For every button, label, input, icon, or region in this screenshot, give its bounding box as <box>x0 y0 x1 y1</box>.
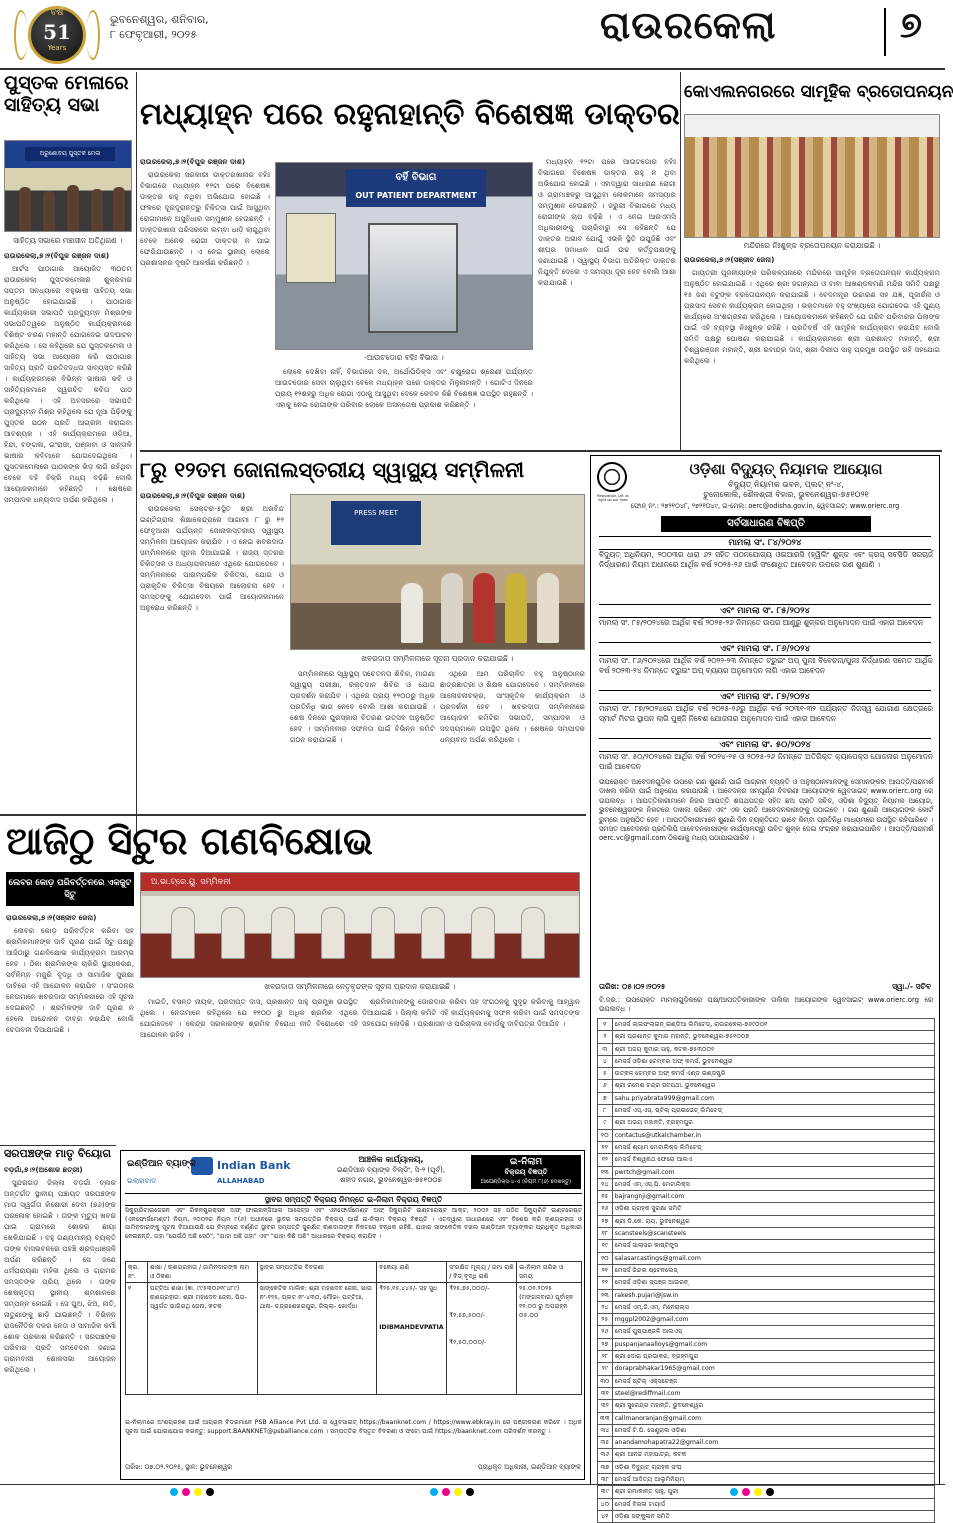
table-row <box>598 1351 935 1363</box>
registration-magenta-icon <box>182 1488 190 1496</box>
book-fair-photo-banner: ଅରୁଣୋଦୟ ପୁସ୍ତକ ମେଳା <box>25 147 115 161</box>
auction-title: ଇ-ନିଲାମ <box>509 1157 543 1167</box>
row-serial: ୨୭ <box>598 1338 613 1350</box>
bank-office <box>321 1155 461 1185</box>
specialist-article-left <box>140 156 270 446</box>
col-header: କ୍ର. ନଂ. <box>126 1262 148 1283</box>
registration-yellow-icon <box>194 1488 202 1496</box>
protest-body-right: ଶ୍ରମିକମାନଙ୍କୁ ଜୋରଦାର କରିବା ସହ ସଂଗଠନକୁ ସୁଦୃଢ଼ କରିବାକୁ ଆହ୍ୱାନ ଦିଆଯାଇଛି । ଜିଲ୍ଲା କମିଟି ଏହି କାର୍ଯ୍ୟକ୍ରମକୁ ସଫଳ କରିବା ପାଇଁ ସମସ୍ତଙ୍କ ସହଯୋଗ ଲୋଡ଼ିଛି । ପ୍ରଶାସନ ଓ ପରିଚାଳନା ବୋର୍ଡକୁ ଦାବିପତ୍ର ଦିଆଯିବ । <box>362 997 580 1028</box>
specialist-body-mid: ଲୋକେ ଦେଖିବା ନାହିଁ, ବିଭାଗରେ ଦଳ, ଅର୍ଥୋପିଡିକ୍ସ ଏବଂ ଚକ୍ଷୁରୋଗ ଶ୍ରେଣୀ ପର୍ଯ୍ୟନ୍ତ ଆଉଟଡୋର ସେବା ଚାଲୁଥିବା ବେଳେ ମଧ୍ୟାହ୍ନ ପରେ ଡାକ୍ତର ମିଳୁନାହାନ୍ତି । ଗୋଟିଏ ଦିନରେ ପ୍ରାୟ ୧୨ଶହରୁ ଅଧିକ ରୋଗୀ ଏଠାକୁ ଆସୁଥିବା ବେଳେ କେବଳ କିଛି ବିଶେଷଜ୍ଞ ଉପସ୍ଥିତ ରହୁଛନ୍ତି । ଏହାକୁ ନେଇ ରୋଗୀଙ୍କ ପରିବାର ଲୋକେ ଅସନ୍ତୋଷ ପ୍ରକାଶ କରିଛନ୍ତି । <box>275 367 533 409</box>
table-row <box>598 1031 935 1043</box>
cell-reserve <box>447 1283 517 1395</box>
auction-footer: ଇ-ନିଲାମରେ ଅଂଶଗ୍ରହଣ ପାଇଁ ଆଗ୍ରହୀ ବିଡରମାନେ PSB Alliance Pvt Ltd. ର ୱେବସାଇଟ୍ https://baanknet.com / https://www.ebkray.in ରେ ପଞ୍ଜୀକରଣ କରିବେ । ଅଧିକ ସୂଚନା ପାଇଁ ଯୋଗାଯୋଗ କରନ୍ତୁ: support.BAANKNET@psballiance.com । ସମ୍ପତ୍ତିର ବିସ୍ତୃତ ବିବରଣୀ ଓ ଫଟୋ ପାଇଁ https://baanknet.com ପରିଦର୍ଶନ କରନ୍ତୁ । <box>125 1419 582 1435</box>
oerc-contact: ଫୋନ୍ ନଂ.: ୨୭୨୧୦୪୮, ୨୭୨୧୦୪୯, ଇ-ମେଲ୍: oerc@odisha.gov.in, ୱେବସାଇଟ୍: www.orierc.org <box>630 502 900 510</box>
row-serial: ୩୨ <box>598 1400 613 1412</box>
notice-footnote: ବି.ଦ୍ର.: ଉପରୋକ୍ତ ମାମଲାଗୁଡ଼ିକରେ ପକ୍ଷ/ଆପତ୍ତିକାରୀଙ୍କ ତାଲିକା ଆୟୋଗଙ୍କ ୱେବସାଇଟ୍ www.orierc.org ରେ ଉପଲବ୍ଧ । <box>599 996 933 1014</box>
person-figure <box>171 907 195 959</box>
objector-entry: ମେସର୍ସ ସାଲାସର କାଷ୍ଟିଙ୍ଗ୍ସ <box>612 1240 934 1252</box>
badge-number: 51 <box>43 20 71 44</box>
objector-entry: bajrangnji@gmail.com <box>612 1191 934 1203</box>
section-rule <box>140 450 942 452</box>
row-serial: ୨୩ <box>598 1289 613 1301</box>
bank-auction-notice <box>120 1150 585 1480</box>
objector-entry: contactus@utkalchamber.in <box>612 1129 934 1141</box>
objector-entry: ମେସର୍ସ ଏମ୍.ଜି.ଏମ୍. ମିନେରାଲ୍ସ <box>612 1301 934 1313</box>
coal-dateline: ରାଉରକେଲା,୭।୨(ସଞ୍ଜୀବ ଜେନା) <box>684 255 775 264</box>
laurel-left-icon <box>14 10 28 60</box>
footer-rule <box>0 1484 945 1485</box>
protest-photo-banner: ଅ.ଭା.ଟ୍ରେ.ୟୁ. ସମ୍ମିଳନୀ <box>141 873 579 891</box>
row-serial: ୧୩ <box>598 1166 613 1178</box>
registration-cyan-icon <box>430 1488 438 1496</box>
row-serial: ୧ <box>598 1019 613 1031</box>
table-row <box>598 1092 935 1104</box>
row-serial: ୨୮ <box>598 1351 613 1363</box>
col-header: ସଂରକ୍ଷିତ ମୂଲ୍ୟ / ଜମା ରାଶି / ବିଡ୍ ବୃଦ୍ଧି ରାଶି <box>447 1262 517 1283</box>
row-serial: ୧୮ <box>598 1228 613 1240</box>
table-row <box>126 1283 582 1395</box>
person-figure <box>521 907 545 959</box>
protest-body-left: ଲେବର କୋଡ଼ ପରିବର୍ତ୍ତନ କରିବା ସହ ଶ୍ରମିକମାନଙ୍କ ଦାବି ପୂରଣ ପାଇଁ ସିଟୁ ପକ୍ଷରୁ ଆଜିଠାରୁ ଗଣବିକ୍ଷୋଭ କାର୍ଯ୍ୟକ୍ରମ ଆରମ୍ଭ ହେବ । ଠିକା ଶ୍ରମିକଙ୍କ ଚାକିରି ସ୍ଥାୟୀକରଣ, ସର୍ବନିମ୍ନ ମଜୁରି ବୃଦ୍ଧି ଓ ସାମାଜିକ ସୁରକ୍ଷା ଦାବିରେ ଏହି ଆନ୍ଦୋଳନ କରାଯିବ । ସଂଗଠନର ନେତାମାନେ ଖବରଦାତା ସମ୍ମିଳନୀରେ ଏହି ସୂଚନା ଦେଇଛନ୍ତି । ଶ୍ରମିକଙ୍କ ଦାବି ପୂରଣ ନ ହେଲେ ଆନ୍ଦୋଳନ ତୀବ୍ର କରାଯିବ ବୋଲି ଚେତାବନୀ ଦିଆଯାଇଛି । <box>6 926 135 1034</box>
row-serial: ୬ <box>598 1080 613 1092</box>
person-figure <box>321 907 345 959</box>
protest-article-mid <box>140 996 358 1142</box>
table-row <box>598 1166 935 1178</box>
table-row <box>598 1068 935 1080</box>
table-row <box>598 1228 935 1240</box>
table-row <box>598 1154 935 1166</box>
table-row <box>598 1055 935 1067</box>
row-serial: ୨୯ <box>598 1363 613 1375</box>
table-row <box>598 1449 935 1461</box>
hospital-caption: -ଆଉଟଡୋର ବହିଃ ବିଭାଗ । <box>364 353 444 362</box>
person-figure <box>471 907 495 959</box>
specialist-headline: ମଧ୍ୟାହ୍ନ ପରେ ରହୁନାହାନ୍ତି ବିଶେଷଜ୍ଞ ଡାକ୍ତର <box>140 97 680 132</box>
objector-entry: ମେସର୍ସ ପୁଷ୍ପାଞ୍ଜଳି ଆଲଏସ୍ <box>612 1326 934 1338</box>
objector-entry: doraprabhakar1965@gmail.com <box>612 1363 934 1375</box>
oerc-notice <box>590 455 940 1520</box>
objector-entry: ମେସର୍ସ ଆଦିତ୍ୟ ଆଲୁମିନିୟମ୍ <box>612 1473 934 1485</box>
auction-signatory: ପ୍ରାଧିକୃତ ଅଧିକାରୀ, ଇଣ୍ଡିଆନ ବ୍ୟାଙ୍କ <box>477 1463 581 1471</box>
objector-table <box>597 1018 935 1523</box>
hospital-photo <box>275 162 533 350</box>
row-serial: ୨୨ <box>598 1277 613 1289</box>
table-row <box>598 1437 935 1449</box>
column-divider <box>136 72 137 862</box>
objector-entry: ମେସର୍ସ ଲାଇଫଲାଇନ୍ ଇଣ୍ଡିଆ ଲିମିଟେଡ୍, ରାଉରକେଲା-୭୬୯୦୦୧ <box>612 1019 934 1031</box>
column-divider <box>680 72 681 450</box>
issue-date-line2: ୮ ଫେବୃଆରୀ, ୨୦୨୫ <box>110 28 197 41</box>
sarpanch-body: ସୁନ୍ଦରଗଡ଼ ଜିଲ୍ଲା ବଡ଼ଗାଁ ବ୍ଲକ ଅନ୍ତର୍ଗତ ସ୍ଥାନୀୟ ପଞ୍ଚାୟତ ସରପଞ୍ଚଙ୍କ ମାତା ସ୍ୱର୍ଗତା କିଶୋରୀ ଦେବୀ (୭୬)ଙ୍କ ପରଲୋକ ହୋଇଛି । ତାଙ୍କ ମୃତ୍ୟୁ ଖବର ପାଇ ଗ୍ରାମରେ ଶୋକର ଛାୟା ଖେଳିଯାଇଛି । ବହୁ ଗଣ୍ୟମାନ୍ୟ ବ୍ୟକ୍ତି ତାଙ୍କ ବାସଭବନରେ ପହଞ୍ଚି ଶ୍ରଦ୍ଧାଞ୍ଜଳି ଅର୍ପଣ କରିଛନ୍ତି । ସେ ଜଣେ ଧର୍ମପରାୟଣା ମହିଳା ଥିଲେ ଓ ଗ୍ରାମର ସମସ୍ତଙ୍କ ପ୍ରିୟ ଥିଲେ । ତାଙ୍କ ଶେଷକୃତ୍ୟ ସ୍ଥାନୀୟ ଶ୍ମଶାନରେ ସମ୍ପନ୍ନ ହୋଇଛି । ସେ ପୁଅ, ଝିଅ, ନାତି, ନାତୁଣୀଙ୍କୁ ଛାଡ଼ି ଯାଇଛନ୍ତି । ବିଭିନ୍ନ ରାଜନୈତିକ ଦଳର ନେତା ଓ ସାମାଜିକ କର୍ମୀ ଶୋକ ପ୍ରକାଶ କରିଛନ୍ତି । ସରପଞ୍ଚଙ୍କ ପରିବାର ପ୍ରତି ସମବେଦନା ଜଣାଇ ଗ୍ରାମବାସୀ ଶୋକସଭା ଆୟୋଜନ କରିଥିଲେ । <box>4 1178 116 1374</box>
row-serial: ୭ <box>598 1092 613 1104</box>
masthead-rule <box>0 68 945 70</box>
emd-amount: ₹୨,୫୭,୫୦୦/- <box>449 1312 485 1319</box>
opd-sign-english: OUT PATIENT DEPARTMENT <box>355 191 477 200</box>
registration-cyan-icon <box>170 1488 178 1496</box>
notice-date: ତାରିଖ: ୦୫।୦୨।୨୦୨୫ <box>599 982 666 991</box>
objector-entry: steel@rediffmail.com <box>612 1387 934 1399</box>
protest-article-right <box>362 996 580 1142</box>
badge-top-text: ବର୍ଷ <box>50 8 64 18</box>
registration-black-icon <box>766 1488 774 1496</box>
objector-entry: callmanoranjan@gmail.com <box>612 1412 934 1424</box>
specialist-article-right <box>538 156 676 446</box>
row-serial: ୪ <box>598 1055 613 1067</box>
row-serial: ୧୬ <box>598 1203 613 1215</box>
protest-headline: ଆଜିଠୁ ସିଟୁର ଗଣବିକ୍ଷୋଭ <box>6 818 373 863</box>
table-row <box>598 1264 935 1276</box>
objector-entry: pwrtch@gmail.com <box>612 1166 934 1178</box>
objector-entry: ଶ୍ରୀ ଡି.କେ. ରାୟ, ଭୁବନେଶ୍ୱର <box>612 1215 934 1227</box>
book-fair-body: ଆର୍ଟସ ପାଠାଗାର ଆୟୋଜିତ ୩୦ତମ ରାଉରକେଲା ପୁସ୍ତକମେଳାର ଶୁକ୍ରବାର ସପ୍ତମ ସନ୍ଧ୍ୟାରେ ବହୁଭାଷୀ ସାହିତ୍ୟ ସଭା ଅନୁଷ୍ଠିତ ହୋଇଯାଇଛି । ପାଠାଗାର କାର୍ଯ୍ୟକାରୀ ସଭାପତି ପ୍ରଦ୍ୟୁମ୍ନ ମିଶ୍ରଙ୍କ ସଭାପତିତ୍ୱରେ ଅନୁଷ୍ଠିତ କାର୍ଯ୍ୟକ୍ରମରେ ବିଶିଷ୍ଟ ଚରଣ ମହାନ୍ତି ଯୋଗଦେଇ ଉଦଘାଟନ କରିଥିଲେ । ସେ କହିଥିଲେ ଯେ ପୁସ୍ତକମେଳା ଓ ସାହିତ୍ୟ ସଭା ଆୟୋଜନ କରି ପାଠାଗାର ସାହିତ୍ୟ ପ୍ରତି ପ୍ରତିବଦ୍ଧତା ସାବ୍ୟସ୍ତ କରିଛି । କାର୍ଯ୍ୟକ୍ରମରେ ବିଭିନ୍ନ ଭାଷାର କବି ଓ ସାହିତ୍ୟିକମାନେ ସ୍ୱରଚିତ କବିତା ପାଠ କରିଥିଲେ । ଏହି ଅବସରରେ ସଭାପତି ପ୍ରଦ୍ୟୁମ୍ନ ମିଶ୍ର କହିଥିଲେ ଯେ ନୂଆ ପିଢ଼ିଙ୍କୁ ପୁସ୍ତକ ପଠନ ପ୍ରତି ଆଗ୍ରହୀ କରାଇବା ଆବଶ୍ୟକ । ଏହି କାର୍ଯ୍ୟକ୍ରମରେ ଓଡ଼ିଆ, ହିନ୍ଦୀ, ବଙ୍ଗଳା, ଇଂରାଜୀ, ପଞ୍ଜାବୀ ଓ ସାନ୍ତାଳି ଭାଷାର କବିମାନେ ଯୋଗଦେଇଥିଲେ । ପୁସ୍ତକମେଳାରେ ପାଠକଙ୍କ ଭିଡ଼ ଲାଗି ରହିଥିବା ବେଳେ ବହି ବିକ୍ରି ମଧ୍ୟ ବଢ଼ିଛି ବୋଲି ଆୟୋଜକମାନେ କହିଛନ୍ତି । ଶେଷରେ ସମ୍ପାଦକ ଧନ୍ୟବାଦ ଅର୍ପଣ କରିଥିଲେ । <box>4 264 132 504</box>
table-row <box>598 1252 935 1264</box>
objector-entry: scansteels@scansteels <box>612 1228 934 1240</box>
book-fair-headline-line2: ସାହିତ୍ୟ ସଭା <box>4 94 100 116</box>
row-serial: ୮ <box>598 1105 613 1117</box>
table-row <box>598 1203 935 1215</box>
temple-hall <box>685 115 939 137</box>
book-fair-dateline: ରାଉରକେଲା,୭।୨(ବିପୁଳ ରଞ୍ଜନ ଦାଶ) <box>4 251 110 260</box>
person-figure <box>371 907 395 959</box>
health-conf-article-right <box>440 668 585 808</box>
objector-entry: ଶ୍ରୀ ଦୋରା ପ୍ରଭାକର, ବ୍ରହ୍ମପୁର <box>612 1351 934 1363</box>
sarpanch-article <box>4 1164 116 1480</box>
corridor-door <box>368 223 458 333</box>
case-body-1: ବିଦ୍ୟୁତ୍ ଅଧିନିୟମ, ୨୦୦୩ର ଧାରା ୬୨ ସହିତ ପଠନଯୋଗ୍ୟ ଓଇଆରସି (ହ୍ୱିଲିଂ ଶୁଳ୍କ ଏବଂ କ୍ରସ୍ ସବସିଡି ସରଚାର୍ଜ ନିର୍ଦ୍ଧାରଣ) ନିୟମ ଅଧୀନରେ ଆର୍ଥିକ ବର୍ଷ ୨୦୨୫-୨୬ ପାଇଁ ସଂଶୋଧିତ ଆବେଦନ ଉପରେ ଗଣ ଶୁଣାଣି । <box>599 550 933 569</box>
case-heading-3: ଏବଂ ମାମଲା ସଂ. ୮୬/୨୦୨୪ <box>599 642 931 656</box>
row-serial: ୨୦ <box>598 1252 613 1264</box>
objector-entry: mggpl2002@gmail.com <box>612 1314 934 1326</box>
cell-property: ସାଙ୍କେତିକ ମାଲିକ: ଶ୍ରୀ ମହାଦେବ ଜେନା, ଖାତା ନଂ-୧୨୫, ପ୍ଲଟ ନଂ-୪୩୦, ମୌଜା- ପଟ୍ଟିଆ, ଥାନା- ଚନ୍ଦ୍ରଶେଖରପୁର, ଜିଲ୍ଲା- ଖୋର୍ଦ୍ଧା <box>257 1283 377 1395</box>
row-serial: ୩୧ <box>598 1387 613 1399</box>
table-row <box>598 1117 935 1129</box>
row-serial: ୨୫ <box>598 1314 613 1326</box>
objector-entry: ଶ୍ରୀ ଅଜୟ କୁମାର ସାହୁ, କଟକ-୭୫୩୦୦୨ <box>612 1043 934 1055</box>
sarpanch-headline: ସରପଞ୍ଚଙ୍କ ମାତୃ ବିୟୋଗ <box>4 1147 111 1160</box>
person-figure <box>537 573 559 643</box>
bank-name-odia: ଇଣ୍ଡିଆନ ବ୍ୟାଙ୍କ <box>127 1159 196 1169</box>
print-registration-strip <box>0 1486 945 1498</box>
specialist-body-left: ରାଉରକେଲା ସରକାରୀ ଡାକ୍ତରଖାନାର ବହିଃ ବିଭାଗରେ ମଧ୍ୟାହ୍ନ ୧୨ଟା ପରେ ବିଶେଷଜ୍ଞ ଡାକ୍ତର ରହୁ ନଥିବା ଅଭିଯୋଗ ହୋଇଛି । ଫଳରେ ଦୂରଦୂରାନ୍ତରୁ ଚିକିତ୍ସା ପାଇଁ ଆସୁଥିବା ରୋଗୀମାନେ ଅସୁବିଧାର ସମ୍ମୁଖୀନ ହେଉଛନ୍ତି । ଡାକ୍ତରଖାନା ପରିସରରେ ଲମ୍ବା ଧାଡ଼ି ଲାଗୁଥିବା ବେଳେ ଅନେକ ରୋଗୀ ଡାକ୍ତର ନ ପାଇ ଫେରିଯାଉଛନ୍ତି । ଏ ନେଇ ସ୍ଥାନୀୟ ଲୋକେ ପ୍ରଶାସନର ଦୃଷ୍ଟି ଆକର୍ଷଣ କରିଛନ୍ତି । <box>140 170 270 267</box>
protest-kicker: ଲେବର କୋଡ଼ ପରିବର୍ତ୍ତନରେ ଏକଜୁଟ ସିଟୁ <box>6 872 134 906</box>
row-serial: ୪୦ <box>598 1498 613 1510</box>
table-row <box>598 1289 935 1301</box>
objector-entry: puspanjanaalloys@gmail.com <box>612 1338 934 1350</box>
objector-entry: ଶ୍ରୀ ପ୍ରଶାନ୍ତ କୁମାର ମହାନ୍ତି, ଭୁବନେଶ୍ୱର-୭୫୧୦୦୭ <box>612 1031 934 1043</box>
registration-cyan-icon <box>730 1488 738 1496</box>
oerc-address1: ବିଦ୍ୟୁତ୍ ନିୟାମକ ଭବନ, ପ୍ଲଟ୍ ନଂ-୪, <box>728 480 844 489</box>
registration-magenta-icon <box>442 1488 450 1496</box>
specialist-body-right: ମଧ୍ୟାହ୍ନ ୧୨ଟା ପରେ ଆଉଟଡୋର ବହିଃ ବିଭାଗରେ ବିଶେଷଜ୍ଞ ଡାକ୍ତର ରହୁ ନ ଥିବା ଅଭିଯୋଗ ହୋଇଛି । ଏହାଦ୍ୱାରା ସାଧାରଣ ରୋଗୀ ଓ ଗ୍ରାମାଞ୍ଚଳରୁ ଆସୁଥିବା ଲୋକମାନେ ସମସ୍ୟାର ସମ୍ମୁଖୀନ ହେଉଛନ୍ତି । ଜରୁରୀ ବିଭାଗରେ ମଧ୍ୟ ରୋଗୀଙ୍କ ଚାପ ବଢ଼ିଛି । ଏ ନେଇ ଆରଏମସି ଅଧିକାରୀଙ୍କୁ ପଚାରିବାରୁ ସେ କହିଛନ୍ତି ଯେ ଡାକ୍ତର ଅଭାବ ଯୋଗୁଁ ଏଭଳି ସ୍ଥିତି ଉପୁଜିଛି ଏବଂ ଶୀଘ୍ର ସମାଧାନ ପାଇଁ ଉଚ୍ଚ କର୍ତ୍ତୃପକ୍ଷଙ୍କୁ ଜଣାଯାଇଛି । ସ୍ୱାସ୍ଥ୍ୟ ବିଭାଗ ଅତିରିକ୍ତ ଡାକ୍ତର ନିଯୁକ୍ତି ଦେଲେ ଏ ସମସ୍ୟା ଦୂର ହେବ ବୋଲି ଆଶା କରାଯାଉଛି । <box>538 157 676 287</box>
objector-entry: ମେସର୍ସ ବିରଳା ଟାୟାର୍ସ <box>612 1498 934 1510</box>
row-serial: ୪୧ <box>598 1510 613 1522</box>
col-header: ଇ-ନିଲାମ ତାରିଖ ଓ ସମୟ <box>517 1262 582 1283</box>
notice-board <box>286 213 336 283</box>
person-figure <box>473 573 495 643</box>
table-row <box>598 1105 935 1117</box>
table-row <box>598 1387 935 1399</box>
auction-table <box>125 1261 582 1395</box>
oerc-address <box>637 480 935 500</box>
health-conf-dateline: ରାଉରକେଲା,୭।୨(ବିପୁଳ ରଞ୍ଜନ ଦାଶ) <box>140 491 246 500</box>
objector-entry: ମେସର୍ସ ଏସ୍.ଏସ୍. ଷ୍ଟିଲ୍ ପ୍ରାଇଭେଟ୍ ଲିମିଟେଡ୍ <box>612 1105 934 1117</box>
laurel-right-icon <box>86 10 100 60</box>
health-conf-body-mid: ସମ୍ମିଳନୀରେ ସ୍ୱାସ୍ଥ୍ୟ ସଚେତନତା ଶିବିର, ମାଗଣା ସ୍ୱାସ୍ଥ୍ୟ ପରୀକ୍ଷା, ରକ୍ତଦାନ ଶିବିର ଓ ଯୋଗ ପ୍ରଦର୍ଶନ କରାଯିବ । ଏଥିରେ ପ୍ରାୟ ୧୨୦୦ରୁ ଅଧିକ ପ୍ରତିନିଧି ଭାଗ ନେବେ ବୋଲି ଆଶା କରାଯାଉଛି । ଶେଷ ଦିନରେ ପୁରସ୍କାର ବିତରଣ ଉତ୍ସବ ଅନୁଷ୍ଠିତ ହେବ । ସମ୍ମିଳନୀର ସଫଳତା ପାଇଁ ବିଭିନ୍ନ କମିଟି ଗଠନ କରାଯାଇଛି । <box>290 669 435 744</box>
table-row <box>598 1363 935 1375</box>
table-row <box>598 1080 935 1092</box>
specialist-dateline: ରାଉରକେଲା,୭।୨(ବିପୁଳ ରଞ୍ଜନ ଦାଶ) <box>140 157 246 166</box>
table-row <box>598 1215 935 1227</box>
book-fair-article <box>4 250 132 855</box>
case-heading-4: ଏବଂ ମାମଲା ସଂ. ୮୭/୨୦୨୪ <box>599 690 931 704</box>
book-fair-headline-line1: ପୁସ୍ତକ ମେଳାରେ <box>4 72 129 94</box>
col-header: ବକେୟା ରାଶି <box>377 1262 447 1283</box>
objector-entry: ମେସର୍ସ ବିଶ୍ୱନାଥ ଫେରୋ ଆଲଏ <box>612 1154 934 1166</box>
opd-sign-odia: ବର୍ହି ବିଭାଗ <box>395 172 437 183</box>
person-figure <box>113 187 125 231</box>
objector-entry: ଓଡ଼ିଶା ଗ୍ରାହକ ସୁରକ୍ଷା ସମିତି <box>612 1203 934 1215</box>
cell-dues <box>377 1283 447 1395</box>
objector-entry: ଓଡ଼ିଶା ସଙ୍କୁଳାନ ସମିତି <box>612 1510 934 1522</box>
objector-entry: sahu.priyabrata999@gmail.com <box>612 1092 934 1104</box>
table-row <box>598 1461 935 1473</box>
table-row <box>598 1043 935 1055</box>
table-row <box>598 1019 935 1031</box>
cell-sl: ୧ <box>126 1283 148 1395</box>
row-serial: ୧୯ <box>598 1240 613 1252</box>
case-body-2: ମାମଲା ସଂ. ୮୫/୨୦୨୪ରେ ଆର୍ଥିକ ବର୍ଷ ୨୦୨୫-୨୬ ନିମନ୍ତେ ଉପର ଆଣ୍ଟ୍ରୁ ଶୁଳ୍କର ଅନୁମୋଦନ ପାଇଁ ଏହାର ଆବେଦନ <box>599 618 924 627</box>
table-row <box>598 1400 935 1412</box>
row-serial: ୨୬ <box>598 1326 613 1338</box>
row-serial: ୧୨ <box>598 1154 613 1166</box>
specialist-article-mid <box>275 366 533 446</box>
person-figure <box>91 189 103 231</box>
book-fair-caption: ସାହିତ୍ୟ ସଭାରେ ମଞ୍ଚାସୀନ ଅତିଥିଗଣ । <box>13 236 123 245</box>
table-row <box>598 1178 935 1190</box>
row-serial: ୧୫ <box>598 1191 613 1203</box>
col-header: ସ୍ଥାବର ସମ୍ପତ୍ତିର ବିବରଣୀ <box>257 1262 377 1283</box>
health-conf-body-right: ଏଥିରେ ଆମ ପରିଚାଳିତ ବହୁ ଅନୁଷ୍ଠାନର ଛାତ୍ରଛାତ୍ରୀ ଓ ଶିକ୍ଷକ ଯୋଗଦେବେ । ସମ୍ମିଳନୀରେ ଆଲୋଚନାଚକ୍ର, ସାଂସ୍କୃତିକ କାର୍ଯ୍ୟକ୍ରମ ଓ ପ୍ରଦର୍ଶନୀ ହେବ । ଖବରଦାତା ସମ୍ମିଳନୀରେ ଆୟୋଜକ କମିଟିର ସଭାପତି, ସମ୍ପାଦକ ଓ ସଦସ୍ୟମାନେ ଉପସ୍ଥିତ ଥିଲେ । ଶେଷରେ ସମ୍ପାଦକ ଧନ୍ୟବାଦ ଅର୍ପଣ କରିଥିଲେ । <box>440 669 585 744</box>
auction-table-header <box>126 1262 582 1283</box>
protest-photo <box>140 872 580 978</box>
bid-increment: ₹୨,୫୦,୦୦୦/- <box>449 1339 487 1346</box>
anniversary-badge <box>10 4 102 68</box>
registration-black-icon <box>206 1488 214 1496</box>
coal-headline: କୋଏଲନଗରରେ ସାମୂହିକ ବ୍ରତୋପନୟନ <box>684 82 953 102</box>
health-conf-body-left: ରାଉରକେଲା ସେକ୍ଟର-୫ସ୍ଥିତ ଶ୍ରୀ ଅରବିନ୍ଦ ଇଣ୍ଟିଗ୍ରାଲ ଶିକ୍ଷାକେନ୍ଦ୍ରରେ ଆଗାମୀ ୮ ରୁ ୧୨ ଫେବୃଆରୀ ପର୍ଯ୍ୟନ୍ତ ଜୋନାଲସ୍ତରୀୟ ସ୍ୱାସ୍ଥ୍ୟ ସମ୍ମିଳନୀ ଆୟୋଜନ କରାଯିବ । ଏ ନେଇ ଖବରଦାତା ସମ୍ମିଳନୀରେ ସୂଚନା ଦିଆଯାଇଛି । ରାଜ୍ୟ ସ୍ତରର ଚିକିତ୍ସକ ଓ ଅଧ୍ୟାପକମାନେ ଏଥିରେ ଯୋଗଦେବେ । ସମ୍ମିଳନୀରେ ପାରମ୍ପରିକ ଚିକିତ୍ସା, ଯୋଗ ଓ ପ୍ରାକୃତିକ ଚିକିତ୍ସା ବିଷୟରେ ଆଲୋଚନା ହେବ । ସମସ୍ତଙ୍କୁ ଯୋଗଦେବା ପାଇଁ ଆୟୋଜକମାନେ ଅନୁରୋଧ କରିଛନ୍ତି । <box>140 504 284 612</box>
opd-sign <box>346 169 486 207</box>
book-fair-headline <box>4 72 134 116</box>
row-serial: ୫ <box>598 1068 613 1080</box>
row-serial: ୨ <box>598 1031 613 1043</box>
coal-body: ଗାୟତ୍ରୀ ପୂଜନୀୟାଙ୍କ ପରିକଳ୍ପନାରେ ମନ୍ଦିରରେ ସାମୂହିକ ବ୍ରତୋପନୟନ କାର୍ଯ୍ୟକ୍ରମ ଅନୁଷ୍ଠିତ ହୋଇଯାଇଛି । ଏଥିରେ ଶ୍ରୀ ଜଗନ୍ନାଥ ଓ ବାବା ଆଖଣ୍ଡଳମଣି ମନ୍ଦିର ସମିତି ପକ୍ଷରୁ ୧୫ ଜଣ ବଟୁଙ୍କ ବ୍ରତୋପନୟନ କରାଯାଇଛି । ବେଦମନ୍ତ୍ର ଉଚ୍ଚାରଣ ସହ ଯଜ୍ଞ, ପୂଜାର୍ଚ୍ଚନା ଓ ପ୍ରସାଦ ସେବନ କାର୍ଯ୍ୟକ୍ରମ ହୋଇଥିଲା । ଭକ୍ତମାନେ ବହୁ ସଂଖ୍ୟାରେ ଯୋଗଦେଇ ଏହି ପୁଣ୍ୟ କାର୍ଯ୍ୟରେ ଅଂଶଗ୍ରହଣ କରିଥିଲେ । ଆୟୋଜକମାନେ କହିଛନ୍ତି ଯେ ଗରିବ ପରିବାରର ପିଲାଙ୍କ ପାଇଁ ଏହି ବ୍ୟବସ୍ଥା ନିଃଶୁଳ୍କ ରହିଛି । ପ୍ରତିବର୍ଷ ଏହି ସାମୂହିକ କାର୍ଯ୍ୟକ୍ରମ କରାଯିବ ବୋଲି ସମିତି ପକ୍ଷରୁ ଘୋଷଣା କରାଯାଇଛି । କାର୍ଯ୍ୟକ୍ରମରେ ଶ୍ରୀ ପ୍ରଶାନ୍ତ ମହାନ୍ତି, ଶ୍ରୀ ବିଶ୍ୱରଞ୍ଜନ ମହାନ୍ତି, ଶ୍ରୀ ରବୀନ୍ଦ୍ର ଦାସ, ଶ୍ରୀ ଦିଲୀପ ସାହୁ ପ୍ରମୁଖ ଉପସ୍ଥିତ ରହି ସହଯୋଗ କରିଥିଲେ । <box>684 268 940 365</box>
person-figure <box>271 907 295 959</box>
protest-body-mid: ମାଇତି, ବସନ୍ତ ନାୟକ, ପ୍ରଦୀପ୍ତ ଦାସ, ପ୍ରଶାନ୍ତ ସାହୁ ପ୍ରମୁଖ ଉପସ୍ଥିତ ଥିଲେ । ନେତାମାନେ କହିଥିଲେ ଯେ ୧୧୦୦ ରୁ ଅଧିକ ଶ୍ରମିକ ଏଥିରେ ଯୋଗଦେବେ । କେନ୍ଦ୍ର ସରକାରଙ୍କ ଶ୍ରମିକ ବିରୋଧୀ ନୀତି ବିରୋଧରେ ଏହି ଆନ୍ଦୋଳନ ରହିବ । <box>140 997 358 1039</box>
edition-name: ରାଉରକେଲା <box>600 2 777 47</box>
health-conf-headline: ୮ରୁ ୧୨ତମ ଜୋନାଲସ୍ତରୀୟ ସ୍ୱାସ୍ଥ୍ୟ ସମ୍ମିଳନୀ <box>140 457 525 482</box>
person-figure <box>19 187 31 231</box>
case-body-4: ମାମଲା ସଂ. ୮୭/୨୦୨୪ରେ ଆର୍ଥିକ ବର୍ଷ ୨୦୨୫-୨୬ରୁ ଆର୍ଥିକ ବର୍ଷ ୨୦୩୧-୩୨ ପର୍ଯ୍ୟନ୍ତ ନିଜସ୍ୱ ଯୋଗାଣ କ୍ଷେତ୍ରରେ ସ୍ମାର୍ଟ ମିଟର ସ୍ଥାପନ ଲାଗି ପୁଞ୍ଜି ନିବେଶ ଯୋଜନାର ଅନୁମୋଦନ ପାଇଁ ଏହାର ଆବେଦନ <box>599 704 933 723</box>
case-body-5: ମାମଲା ସଂ. ୫୦/୨୦୨୪ରେ ଆର୍ଥିକ ବର୍ଷ ୨୦୨୪-୨୫ ଓ ୨୦୨୫-୨୬ ନିମନ୍ତେ ଅତିରିକ୍ତ କ୍ୟାପେକ୍ସ ଯୋଜନାର ଅନୁମୋଦନ ପାଇଁ ଆବେଦନ <box>599 752 933 771</box>
registration-black-icon <box>466 1488 474 1496</box>
person-figure <box>421 907 445 959</box>
table-row <box>598 1240 935 1252</box>
objector-entry: anandamohapatra22@gmail.com <box>612 1437 934 1449</box>
row-serial: ୩୬ <box>598 1449 613 1461</box>
auction-intro: ସିକ୍ୟୁରିଟାଇଜେସନ ଏବଂ ରିକନଷ୍ଟ୍ରକ୍ସନ ଅଫ୍ ଫାଇନାନ୍ସିଆଲ ଆସେଟ୍ସ ଏବଂ ଏନଫୋର୍ସମେଣ୍ଟ ଅଫ୍ ସିକ୍ୟୁରିଟି ଇଣ୍ଟରେଷ୍ଟ ଆକ୍ଟ, ୨୦୦୨ ସହ ପଠିତ ସିକ୍ୟୁରିଟି ଇଣ୍ଟରେଷ୍ଟ (ଏନଫୋର୍ସମେଣ୍ଟ) ନିୟମ, ୨୦୦୨ର ନିୟମ ୮(୬) ଅଧୀନରେ ସ୍ଥାବର ସମ୍ପତ୍ତିର ବିକ୍ରୟ ପାଇଁ ଇ-ନିଲାମ ବିକ୍ରୟ ବିଜ୍ଞପ୍ତି । ଏତଦ୍ୱାରା ସାଧାରଣରେ ଏବଂ ବିଶେଷ କରି ଋଣଗ୍ରହୀତା ଓ ଜାମିନଦାରଙ୍କୁ ସୂଚନା ଦିଆଯାଉଛି ଯେ ନିମ୍ନରେ ବର୍ଣ୍ଣିତ ସ୍ଥାବର ସମ୍ପତ୍ତି ସୁରକ୍ଷିତ ଋଣଦାତାଙ୍କ ନିକଟରେ ବନ୍ଧକ ରହିଛି, ଯାହାର ସାଙ୍କେତିକ ଦଖଲ ଇଣ୍ଡିଆନ ବ୍ୟାଙ୍କର ପ୍ରାଧିକୃତ ଅଧିକାରୀ ନେଇଛନ୍ତି, ତାହା "ଯେଉଁଠି ଅଛି ସେଠି", "ଯାହା ଅଛି ତାହା" ଏବଂ "ଯାହା କିଛି ଅଛି" ଆଧାରରେ ବିକ୍ରୟ କରାଯିବ । <box>125 1207 582 1240</box>
registration-yellow-icon <box>454 1488 462 1496</box>
person-figure <box>67 185 79 231</box>
row-serial: ୩୯ <box>598 1486 613 1498</box>
coal-caption: ମନ୍ଦିରରେ ନିଃଶୁଳ୍କ ବ୍ରତୋପନୟନ କରାଯାଇଛି । <box>743 241 881 250</box>
table-row <box>598 1277 935 1289</box>
press-meet-banner: PRESS MEET <box>331 501 421 545</box>
reserve-price: ₹୨୫,୭୫,୦୦୦/- <box>449 1285 490 1292</box>
case-heading-5: ଏବଂ ମାମଲା ସଂ. ୫୦/୨୦୨୪ <box>599 738 931 752</box>
row-serial: ୨୧ <box>598 1264 613 1276</box>
bank-office-addr1: ଇଣ୍ଡିଆନ ବ୍ୟାଙ୍କ ବିଲ୍ଡିଂ, ସି-୨ (ପୂର୍ବ), <box>336 1166 446 1174</box>
table-row <box>598 1412 935 1424</box>
objector-entry: ଶ୍ରୀ ସୁରେନ୍ଦ୍ର ମହାନ୍ତି, ଭୁବନେଶ୍ୱର <box>612 1400 934 1412</box>
objector-entry: ଶ୍ରୀ ଆନନ୍ଦ ମହାପାତ୍ର, କଟକ <box>612 1449 934 1461</box>
row-serial: ୧୧ <box>598 1141 613 1153</box>
dues-amount: ₹୨୫,୧୫,୪୪୫/- ସହ ସୁଧ <box>379 1285 438 1292</box>
auction-headline: ସ୍ଥାବର ସମ୍ପତ୍ତି ବିକ୍ରୟ ନିମନ୍ତେ ଇ-ନିଲାମ ବିକ୍ରୟ ବିଜ୍ଞପ୍ତି <box>125 1193 582 1206</box>
case-heading-2: ଏବଂ ମାମଲା ସଂ. ୮୫/୨୦୨୪ <box>599 604 931 618</box>
notice-long-body: ଉପରୋକ୍ତ ଆବେଦନଗୁଡ଼ିକ ଉପରେ ଗଣ ଶୁଣାଣି ପାଇଁ ଆଗ୍ରହୀ ବ୍ୟକ୍ତି ଓ ଅନୁଷ୍ଠାନମାନଙ୍କୁ ସେମାନଙ୍କର ଆପତ୍ତି/ପରାମର୍ଶ ଦାଖଲ କରିବା ପାଇଁ ଅନୁରୋଧ କରାଯାଉଛି । ଆବେଦନର ସମ୍ପୂର୍ଣ୍ଣ ବିବରଣୀ ଆୟୋଗଙ୍କ ୱେବସାଇଟ୍ www.orierc.org ରେ ଉପଲବ୍ଧ । ଆପତ୍ତିକାରୀମାନେ ନିଜର ଆପତ୍ତି ଶପଥପତ୍ର ସହିତ ଛଅ ପ୍ରତି ସଚିବ, ଓଡ଼ିଶା ବିଦ୍ୟୁତ୍ ନିୟାମକ ଆୟୋଗ, ଭୁବନେଶ୍ୱରଙ୍କ ନିକଟରେ ଦାଖଲ କରିବେ ଏବଂ ଏକ ପ୍ରତି ଆବେଦନକାରୀଙ୍କୁ ପଠାଇବେ । ଗଣ ଶୁଣାଣି ଆୟୋଗଙ୍କ କୋର୍ଟ ରୁମ୍‌ରେ ଅନୁଷ୍ଠିତ ହେବ । ଆପତ୍ତିକାରୀମାନେ ଶୁଣାଣି ଦିନ ବ୍ୟକ୍ତିଗତ ଭାବେ କିମ୍ବା ପ୍ରତିନିଧି ମାଧ୍ୟମରେ ଉପସ୍ଥିତ ରହିପାରିବେ । ସମସ୍ତ ଆବେଦନର ପ୍ରତିଲିପି ଆବେଦନକାରୀଙ୍କ କାର୍ଯ୍ୟାଳୟରୁ ଉଚିତ ଶୁଳ୍କ ଦେଇ ସଂଗ୍ରହ କରାଯାଇପାରିବ । ଆପତ୍ତି/ପରାମର୍ଶ oerc.vc@gmail.com ଠିକଣାକୁ ମଧ୍ୟ ପଠାଯାଇପାରିବ । <box>599 778 933 843</box>
objector-entry: ଓଡ଼ିଶା ବିଦ୍ୟୁତ୍ ଗ୍ରାହକ ସଂଘ <box>612 1461 934 1473</box>
row-serial: ୯ <box>598 1117 613 1129</box>
badge-word: Years <box>47 44 67 52</box>
person-figure <box>441 573 463 643</box>
row-serial: ୩୮ <box>598 1473 613 1485</box>
cell-date: ୨୫.୦୨.୨୦୨୫ (ମଙ୍ଗଳବାର) ପୂର୍ବାହ୍ନ ୧୧.୦୦ ରୁ ଅପରାହ୍ନ ୦୫.୦୦ <box>517 1283 582 1395</box>
bank-office-title: ଆଞ୍ଚଳିକ କାର୍ଯ୍ୟାଳୟ, <box>358 1155 424 1164</box>
objector-entry: ମେସର୍ସ ଟି.ପି. ସେଣ୍ଟ୍ରାଲ ଓଡ଼ିଶା <box>612 1424 934 1436</box>
objector-entry: ଉତ୍କଳ ଚେମ୍ବର ଅଫ୍ କମର୍ସ ଏଣ୍ଡ ଇଣ୍ଡଷ୍ଟ୍ରି <box>612 1068 934 1080</box>
book-fair-photo <box>4 140 132 232</box>
cell-branch: ପଟ୍ଟିଆ ଶାଖା (ଜ୍ଞା. ୯୯୫୩୦୬୧୮୪୮୯) ଋଣଗ୍ରହୀତା: ଶ୍ରୀ ମହାଦେବ ଜେନା, ପିତା- ସ୍ୱର୍ଗତ ଭାଗିରଥି ଜେନା, କଟକ <box>147 1283 257 1395</box>
oerc-logo-icon <box>597 462 627 492</box>
auction-tag <box>471 1155 581 1189</box>
row-serial: ୩୫ <box>598 1437 613 1449</box>
row-serial: ୧୦ <box>598 1129 613 1141</box>
person-figure <box>505 573 527 643</box>
registration-magenta-icon <box>742 1488 750 1496</box>
person-figure <box>221 907 245 959</box>
objector-entry: ମେସର୍ସ ଜିନ୍ଦଲ ଷ୍ଟେନଲେସ୍ <box>612 1264 934 1276</box>
person-figure <box>43 191 55 231</box>
person-figure <box>401 583 423 643</box>
oerc-address2: ଚୁନୋକୋଲି, ଶୈଳଶ୍ରୀ ବିହାର, ଭୁବନେଶ୍ୱର-୭୫୧୦୨୧ <box>703 490 869 499</box>
objector-entry: rakesh.pujari@jsw.in <box>612 1289 934 1301</box>
row-serial: ୩୭ <box>598 1461 613 1473</box>
objector-entry: ଶ୍ରୀ ରମାକାନ୍ତ ସାହୁ, ପୁରୀ <box>612 1486 934 1498</box>
row-serial: ୧୭ <box>598 1215 613 1227</box>
auction-date: ତାରିଖ: ୦୭.୦୨.୨୦୨୫, ସ୍ଥାନ: ଭୁବନେଶ୍ୱର <box>125 1463 233 1471</box>
allahabad-english: ALLAHABAD <box>217 1177 265 1185</box>
table-row <box>598 1498 935 1510</box>
col-header: ଶାଖା / ଋଣଗ୍ରହୀତା / ଜାମିନଦାରଙ୍କ ନାମ ଓ ଠିକଣା <box>147 1262 257 1283</box>
case-heading-1: ମାମଲା ସଂ. ୮୪/୨୦୨୪ <box>599 536 931 550</box>
objector-entry: salasarcastings@gmail.com <box>612 1252 934 1264</box>
row-serial: ୩୦ <box>598 1375 613 1387</box>
objector-entry: ମେସର୍ସ ଷ୍ଟିଲ୍ ଏକ୍ସଚେଞ୍ଜ <box>612 1375 934 1387</box>
protest-dateline: ରାଉରକେଲା,୭।୨(ସଞ୍ଜୀବ ଜେନା) <box>6 913 97 922</box>
objector-entry: ମେସର୍ସ ଏମ୍.ଏସ୍.ପି. ମେଟାଲିକ୍ସ <box>612 1178 934 1190</box>
bank-name-english: Indian Bank <box>217 1159 291 1172</box>
table-row <box>598 1510 935 1522</box>
notice-signature: ସ୍ୱା./- ସଚିବ <box>892 982 931 991</box>
row-serial: ୨୪ <box>598 1301 613 1313</box>
coal-photo <box>684 114 940 238</box>
objector-entry: ମେସର୍ସ ଶ୍ୟାମ ମେଟାଲିକ୍ସ ଲିମିଟେଡ୍ <box>612 1141 934 1153</box>
auction-subtitle: ବିକ୍ରୟ ବିଜ୍ଞପ୍ତି <box>504 1168 548 1176</box>
coal-article <box>684 254 940 448</box>
table-row <box>598 1424 935 1436</box>
objector-entry: ଶ୍ରୀ ରମେଶ ଚନ୍ଦ୍ର ସତପଥୀ, ଭୁବନେଶ୍ୱର <box>612 1080 934 1092</box>
registration-yellow-icon <box>754 1488 762 1496</box>
table-row <box>598 1141 935 1153</box>
bank-office-addr2: ଶହୀଦ ନଗର, ଭୁବନେଶ୍ୱର-୭୫୧୦୦୭ <box>340 1176 442 1184</box>
auction-appendix: ଆପେଣ୍ଡିକ୍ସ-୪-ଏ (ନିୟମ ୮(୬) ଦେଖନ୍ତୁ) <box>480 1179 572 1185</box>
press-meet-photo <box>290 494 585 650</box>
health-conf-article-left <box>140 490 284 810</box>
objector-entry: ଶ୍ରୀ ଅଭୟ ମହାନ୍ତି, ବ୍ରହ୍ମପୁର <box>612 1117 934 1129</box>
allahabad-odia: ଇଲାହାବାଦ <box>127 1177 156 1185</box>
health-conf-article-mid <box>290 668 435 808</box>
table-row <box>598 1375 935 1387</box>
row-serial: ୩୩ <box>598 1412 613 1424</box>
page-number: ୭ <box>900 4 923 46</box>
table-row <box>598 1129 935 1141</box>
issue-date-line1: ଭୁବନେଶ୍ୱର, ଶନିବାର, <box>110 13 209 26</box>
table-row <box>598 1301 935 1313</box>
oerc-title: ଓଡ଼ିଶା ବିଦ୍ୟୁତ୍ ନିୟାମକ ଆୟୋଗ <box>689 460 883 478</box>
oerc-logo-text: Regulation, Let us light up our lives <box>597 494 629 502</box>
property-id: IDIBMAHDEVPATIA <box>379 1324 444 1331</box>
press-meet-caption: ଖବରଦାତା ସମ୍ମିଳନୀରେ ସୂଚନା ପ୍ରଦାନ କରାଯାଇଛି । <box>361 654 514 663</box>
table-row <box>598 1191 935 1203</box>
public-notice-banner: ସର୍ବସାଧାରଣ ବିଜ୍ଞପ୍ତି <box>661 516 871 532</box>
row-serial: ୧୪ <box>598 1178 613 1190</box>
protest-caption: ଖବରଦାତା ସମ୍ମିଳନୀରେ ନେତୃବୃନ୍ଦଙ୍କ ସୂଚନା ପ୍ରଦାନ କରାଯାଇଛି । <box>264 982 456 991</box>
row-serial: ୩ <box>598 1043 613 1055</box>
row-serial: ୩୪ <box>598 1424 613 1436</box>
objector-entry: ମେସର୍ସ ଓଡ଼ିଶା ଚେମ୍ବର ଅଫ୍ କମର୍ସ, ଭୁବନେଶ୍ୱର <box>612 1055 934 1067</box>
sarpanch-dateline: ବଡ଼ଗାଁ,୭।୨(ଅଶୋକ ଛତ୍ରୀ) <box>4 1165 83 1174</box>
protest-article-left <box>6 912 134 1142</box>
edition-separator <box>884 8 886 56</box>
case-body-3: ମାମଲା ସଂ. ୮୬/୨୦୨୪ରେ ଆର୍ଥିକ ବର୍ଷ ୨୦୨୨-୨୩ ନିମନ୍ତେ ଟ୍ରୁଇଂ ଅପ୍ ପୁନଃ ବିବେଚନା/ପୁନଃ ନିର୍ଦ୍ଧାରଣ ସମେତ ଆର୍ଥିକ ବର୍ଷ ୨୦୨୩-୨୪ ନିମନ୍ତେ ଟ୍ରୁଇଂ ଅପ୍ ବ୍ୟୟର ଅନୁମୋଦନ ଲାଗି ଏହାର ଆବେଦନ <box>599 656 933 675</box>
table-row <box>598 1314 935 1326</box>
objector-entry: ମେସର୍ସ ଓଡ଼ିଶା ସ୍ପଞ୍ଜ ଆଇରନ୍ <box>612 1277 934 1289</box>
issue-date <box>110 12 209 42</box>
table-row <box>598 1338 935 1350</box>
table-row <box>598 1326 935 1338</box>
